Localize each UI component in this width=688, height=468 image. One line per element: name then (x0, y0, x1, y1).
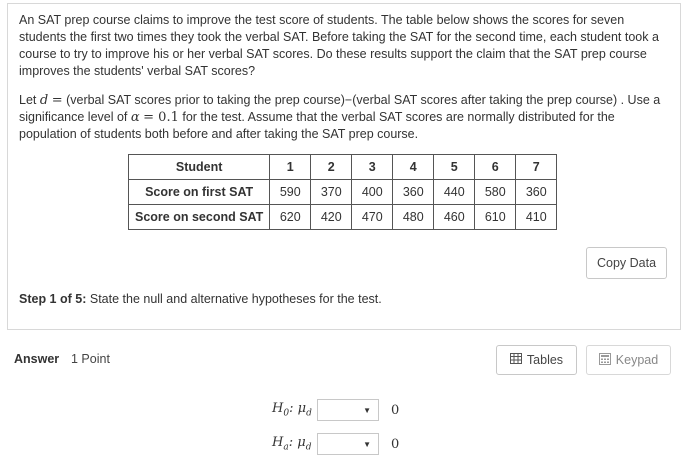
scores-table (128, 154, 557, 230)
caret-down-icon: ▼ (363, 440, 371, 449)
table-row (129, 205, 557, 230)
null-hypothesis-operator-select[interactable] (317, 399, 379, 421)
student-number: 1 (270, 155, 311, 180)
caret-down-icon: ▼ (363, 406, 371, 415)
tables-button[interactable] (496, 345, 577, 375)
null-hypothesis-label: $H_0$: $\mu_d$ (272, 401, 312, 419)
question-definition (19, 92, 669, 143)
student-number: 7 (516, 155, 557, 180)
table-cell: 370 (311, 180, 352, 205)
table-cell: 580 (475, 180, 516, 205)
alternative-hypothesis-value: 0 (391, 436, 400, 452)
keypad-button[interactable] (586, 345, 671, 375)
step-prefix: Step 1 of 5: (19, 292, 87, 306)
question-intro: An SAT prep course claims to improve the test score of students. The table below shows the scores for seven students the first two times they took the verbal SAT. Before taking the SAT for the second time, each student took a course to try to improve his or her verbal SAT scores. Do these results support the claim that the SAT prep course improves the students' verbal SAT scores? (19, 13, 659, 78)
alternative-hypothesis-operator-select[interactable] (317, 433, 379, 455)
alpha-value: = 0.1 (143, 110, 179, 125)
table-cell: 420 (311, 205, 352, 230)
d-definition: (verbal SAT scores prior to taking the prep course)−(verbal SAT scores after taking the prep course) . Use a significance level of (19, 93, 661, 124)
student-number: 6 (475, 155, 516, 180)
points-label: 1 Point (71, 352, 110, 366)
table-cell: 410 (516, 205, 557, 230)
d-symbol: d (39, 93, 49, 108)
table-cell: 610 (475, 205, 516, 230)
student-number: 5 (434, 155, 475, 180)
student-number: 3 (352, 155, 393, 180)
header-student-label: Student (129, 155, 270, 180)
table-header-row (129, 155, 557, 180)
let-prefix: Let (19, 93, 37, 107)
equals-sign: = (51, 93, 63, 108)
keypad-icon (599, 353, 611, 368)
table-cell: 360 (393, 180, 434, 205)
table-cell: 440 (434, 180, 475, 205)
null-hypothesis-value: 0 (391, 402, 400, 418)
keypad-label: Keypad (615, 353, 659, 367)
table-cell: 360 (516, 180, 557, 205)
student-number: 4 (393, 155, 434, 180)
table-cell: 470 (352, 205, 393, 230)
row-label-second-sat: Score on second SAT (129, 205, 270, 230)
copy-data-button[interactable]: Copy Data (586, 247, 667, 279)
answer-label: Answer (14, 352, 60, 366)
student-number: 2 (311, 155, 352, 180)
table-cell: 460 (434, 205, 475, 230)
null-hypothesis-row (272, 398, 399, 422)
table-cell: 480 (393, 205, 434, 230)
alternative-hypothesis-row (272, 432, 399, 456)
table-cell: 590 (270, 180, 311, 205)
step-text: State the null and alternative hypotheses for the test. (89, 292, 382, 306)
row-label-first-sat: Score on first SAT (129, 180, 270, 205)
alternative-hypothesis-label: $H_a$: $\mu_d$ (272, 435, 312, 453)
question-panel (7, 3, 681, 330)
assumption-text: for the test. Assume that the verbal SAT scores are normally distributed for the population of students both before and after taking the SAT prep course. (19, 110, 615, 141)
table-icon (510, 353, 522, 367)
table-row (129, 180, 557, 205)
step-instruction (19, 292, 382, 306)
alpha-symbol: α (130, 110, 140, 125)
table-cell: 620 (270, 205, 311, 230)
table-cell: 400 (352, 180, 393, 205)
tables-label: Tables (526, 353, 564, 367)
